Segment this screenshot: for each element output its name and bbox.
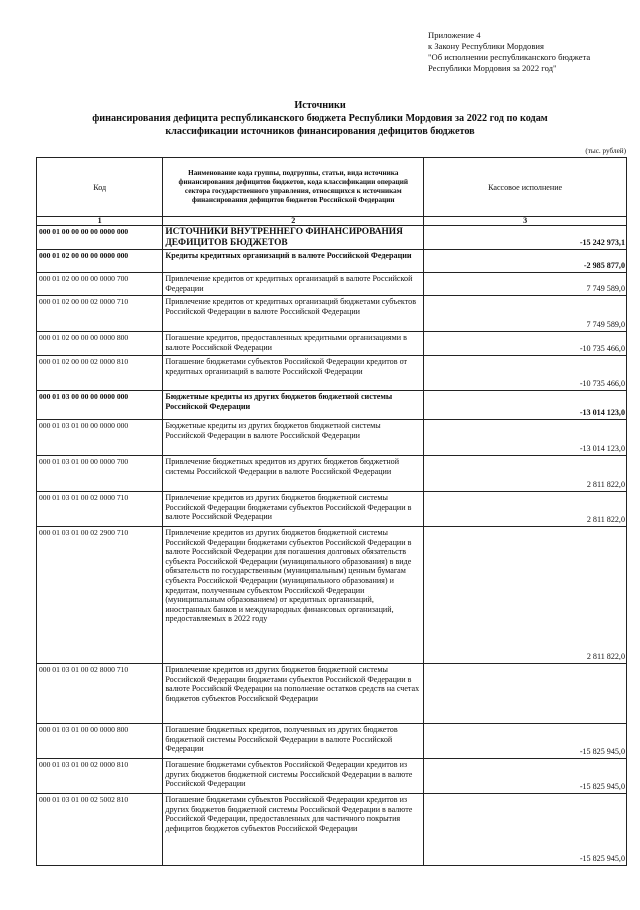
row-amount: -13 014 123,0: [424, 391, 627, 420]
table-row: [37, 332, 627, 356]
table-row: [37, 759, 627, 794]
row-code: 000 01 03 01 00 00 0000 700: [37, 456, 163, 492]
row-name: Привлечение кредитов от кредитных организаций бюджетами субъектов Российской Федерации в валюте Российской Федерации: [163, 296, 424, 332]
row-amount: -15 825 945,0: [424, 759, 627, 794]
table-row: [37, 492, 627, 527]
row-amount: -15 242 973,1: [424, 226, 627, 250]
column-number: 3: [424, 217, 627, 226]
row-code: 000 01 00 00 00 00 0000 000: [37, 226, 163, 250]
units-label: (тыс. рублей): [585, 147, 626, 155]
row-name: Привлечение кредитов из других бюджетов бюджетной системы Российской Федерации бюджетами субъектов Российской Федерации в валюте Российской Федерации для погашения долговых обязательств субъекта Российской Федерации (муниципального образования) в виде обязательств по государственным (муниципальным) ценным бумагам субъекта Российской Федерации (муниципального образования) и кредитам, полученным субъектом Российской Федерации (муниципальным образованием) от кредитных организаций, иностранных банков и международных финансовых организаций, предоставляемых в 2022 году: [163, 527, 424, 664]
row-amount: -10 735 466,0: [424, 356, 627, 391]
table-row: [37, 250, 627, 273]
appendix-note: [428, 30, 590, 74]
table-row: [37, 356, 627, 391]
row-name: Привлечение кредитов из других бюджетов бюджетной системы Российской Федерации бюджетами субъектов Российской Федерации в валюте Российской Федерации на пополнение остатков средств на счетах бюджетов субъектов Российской Федерации: [163, 664, 424, 724]
row-code: 000 01 03 00 00 00 0000 000: [37, 391, 163, 420]
table-row: [37, 724, 627, 759]
column-numbers-row: [37, 217, 627, 226]
title-line-3: классификации источников финансирования дефицитов бюджетов: [165, 126, 475, 137]
column-number: 2: [163, 217, 424, 226]
row-name: Привлечение кредитов из других бюджетов бюджетной системы Российской Федерации бюджетами субъектов Российской Федерации в валюте Российской Федерации: [163, 492, 424, 527]
row-amount: -10 735 466,0: [424, 332, 627, 356]
row-code: 000 01 02 00 00 02 0000 710: [37, 296, 163, 332]
row-code: 000 01 03 01 00 02 5002 810: [37, 794, 163, 866]
row-amount: 2 811 822,0: [424, 456, 627, 492]
row-amount: 2 811 822,0: [424, 492, 627, 527]
column-number: 1: [37, 217, 163, 226]
table-header-row: [37, 158, 627, 217]
row-amount: -15 825 945,0: [424, 794, 627, 866]
row-code: 000 01 03 01 00 02 0000 710: [37, 492, 163, 527]
table-row: [37, 226, 627, 250]
header-name: Наименование кода группы, подгруппы, статьи, вида источника финансирования дефицитов бюджетов, кода классификации операций сектора государственного управления, относящихся к источникам финансирования дефицитов бюджетов Российской Федерации: [163, 158, 424, 217]
table-row: [37, 794, 627, 866]
document-title: [0, 99, 640, 138]
header-amount: Кассовое исполнение: [424, 158, 627, 217]
row-amount: [424, 664, 627, 724]
row-name: Бюджетные кредиты из других бюджетов бюджетной системы Российской Федерации в валюте Российской Федерации: [163, 420, 424, 456]
table-row: [37, 456, 627, 492]
row-code: 000 01 03 01 00 00 0000 800: [37, 724, 163, 759]
row-code: 000 01 03 01 00 02 2900 710: [37, 527, 163, 664]
row-name: Погашение бюджетных кредитов, полученных из других бюджетов бюджетной системы Российской Федерации в валюте Российской Федерации: [163, 724, 424, 759]
table-row: [37, 420, 627, 456]
row-name: Погашение бюджетами субъектов Российской Федерации кредитов от кредитных организаций в валюте Российской Федерации: [163, 356, 424, 391]
table-row: [37, 296, 627, 332]
appendix-line: Приложение 4: [428, 30, 481, 40]
table-row: [37, 664, 627, 724]
row-amount: 7 749 589,0: [424, 296, 627, 332]
row-amount: 7 749 589,0: [424, 273, 627, 296]
row-code: 000 01 02 00 00 00 0000 700: [37, 273, 163, 296]
appendix-line: к Закону Республики Мордовия: [428, 41, 544, 51]
appendix-line: "Об исполнении республиканского бюджета: [428, 52, 591, 62]
title-line-1: Источники: [294, 100, 346, 111]
row-name: ИСТОЧНИКИ ВНУТРЕННЕГО ФИНАНСИРОВАНИЯ ДЕФИЦИТОВ БЮДЖЕТОВ: [163, 226, 424, 250]
row-name: Погашение кредитов, предоставленных кредитными организациями в валюте Российской Федерации: [163, 332, 424, 356]
row-code: 000 01 03 01 00 02 8000 710: [37, 664, 163, 724]
row-name: Привлечение бюджетных кредитов из других бюджетов бюджетной системы Российской Федерации в валюте Российской Федерации: [163, 456, 424, 492]
financing-sources-table: [36, 157, 627, 866]
row-code: 000 01 02 00 00 00 0000 000: [37, 250, 163, 273]
row-name: Бюджетные кредиты из других бюджетов бюджетной системы Российской Федерации: [163, 391, 424, 420]
row-name: Кредиты кредитных организаций в валюте Российской Федерации: [163, 250, 424, 273]
row-amount: -13 014 123,0: [424, 420, 627, 456]
row-code: 000 01 03 01 00 00 0000 000: [37, 420, 163, 456]
row-amount: 2 811 822,0: [424, 527, 627, 664]
table-row: [37, 527, 627, 664]
header-code: Код: [37, 158, 163, 217]
row-amount: -15 825 945,0: [424, 724, 627, 759]
title-line-2: финансирования дефицита республиканского бюджета Республики Мордовия за 2022 год по кодам: [92, 113, 548, 124]
row-amount: -2 985 877,0: [424, 250, 627, 273]
row-name: Погашение бюджетами субъектов Российской Федерации кредитов из других бюджетов бюджетной системы Российской Федерации в валюте Российской Федерации, предоставленных для частичного покрытия дефицитов бюджетов субъектов Российской Федерации: [163, 794, 424, 866]
table-row: [37, 391, 627, 420]
table-row: [37, 273, 627, 296]
row-code: 000 01 02 00 00 02 0000 810: [37, 356, 163, 391]
row-name: Погашение бюджетами субъектов Российской Федерации кредитов из других бюджетов бюджетной системы Российской Федерации в валюте Российской Федерации: [163, 759, 424, 794]
row-code: 000 01 03 01 00 02 0000 810: [37, 759, 163, 794]
row-code: 000 01 02 00 00 00 0000 800: [37, 332, 163, 356]
row-name: Привлечение кредитов от кредитных организаций в валюте Российской Федерации: [163, 273, 424, 296]
appendix-line: Республики Мордовия за 2022 год": [428, 63, 557, 73]
